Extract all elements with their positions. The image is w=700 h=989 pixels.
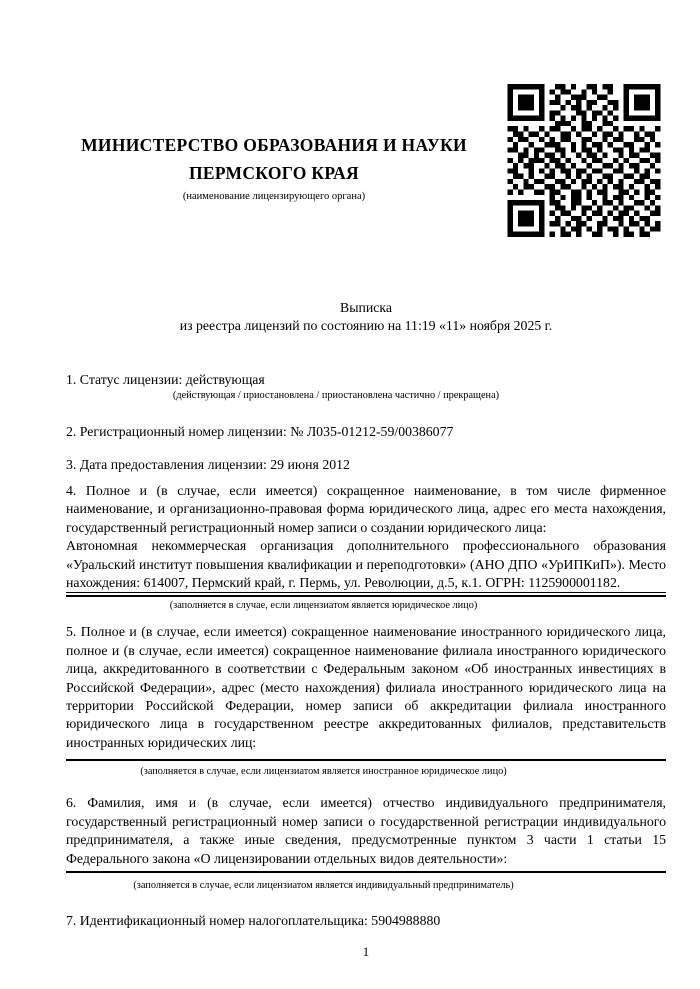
item-2-registration-number: 2. Регистрационный номер лицензии: № Л035-01212-59/00386077 [66,424,454,439]
item-4-licensee-details: Автономная некоммерческая организация дополнительного профессионального образования «Уральский институт повышения квалификации и переподготовки» (АНО ДПО «УрИПКиП»). Место нахождения: 614007, Пермский край, г. Пермь, ул. Революции, д.5, к.1. ОГРН: 1125900001182. [66,538,666,591]
item-4-fill-line [66,592,666,597]
item-3-license-grant-date: 3. Дата предоставления лицензии: 29 июня 2012 [66,457,350,472]
ministry-name-line1: МИНИСТЕРСТВО ОБРАЗОВАНИЯ И НАУКИ [81,135,467,155]
item-4-legal-entity-statute: 4. Полное и (в случае, если имеется) сокращенное наименование, в том числе фирменное наименование, и организационно-правовая форма юридического лица, адрес его места нахождения, государственный регистрационный номер записи о создании юридического лица: [66,483,666,535]
document-body [66,0,666,960]
item-5-foreign-entity-statute: 5. Полное и (в случае, если имеется) сокращенное наименование иностранного юридического лица, полное и (в случае, если имеется) сокращенное наименование филиала иностранного юридического лица, аккредитованного в соответствии с Федеральным законом «Об иностранных инвестициях в Российской Федерации», адрес (место нахождения) филиала иностранного юридического лица на территории Российской Федерации, номер записи об аккредитации филиала иностранного юридического лица в государственном реестре аккредитованных филиалов, представительств иностранных юридических лиц: [66,624,666,750]
document-title [66,299,666,334]
item-1-license-status: 1. Статус лицензии: действующая [66,372,265,387]
authority-name-caption: (наименование лицензирующего органа) [182,191,366,202]
item-6-fill-line [66,871,666,873]
document-title-line1: Выписка [340,300,392,315]
document-title-line2: из реестра лицензий по состоянию на 11:19 «11» ноября 2025 г. [179,317,553,333]
item-6-caption: (заполняется в случае, если лицензиатом является индивидуальный предприниматель) [133,879,514,891]
ministry-name-line2: ПЕРМСКОГО КРАЯ [189,163,359,183]
item-6-entrepreneur-statute: 6. Фамилия, имя и (в случае, если имеется) отчество индивидуального предпринимателя, государственный регистрационный номер записи о государственной регистрации индивидуального предпринимателя, а также иные сведения, предусмотренные пунктом 3 части 1 статьи 15 Федерального закона «О лицензировании отдельных видов деятельности»: [66,795,666,866]
item-5-caption: (заполняется в случае, если лицензиатом является иностранное юридическое лицо) [140,766,507,778]
item-4-caption: (заполняется в случае, если лицензиатом является юридическое лицо) [169,600,478,612]
item-1-status-options-caption: (действующая / приостановлена / приостановлена частично / прекращена) [172,390,500,401]
item-5-fill-line [66,759,666,761]
page-number: 1 [362,943,370,959]
item-7-taxpayer-id: 7. Идентификационный номер налогоплательщика: 5904988880 [66,912,441,928]
